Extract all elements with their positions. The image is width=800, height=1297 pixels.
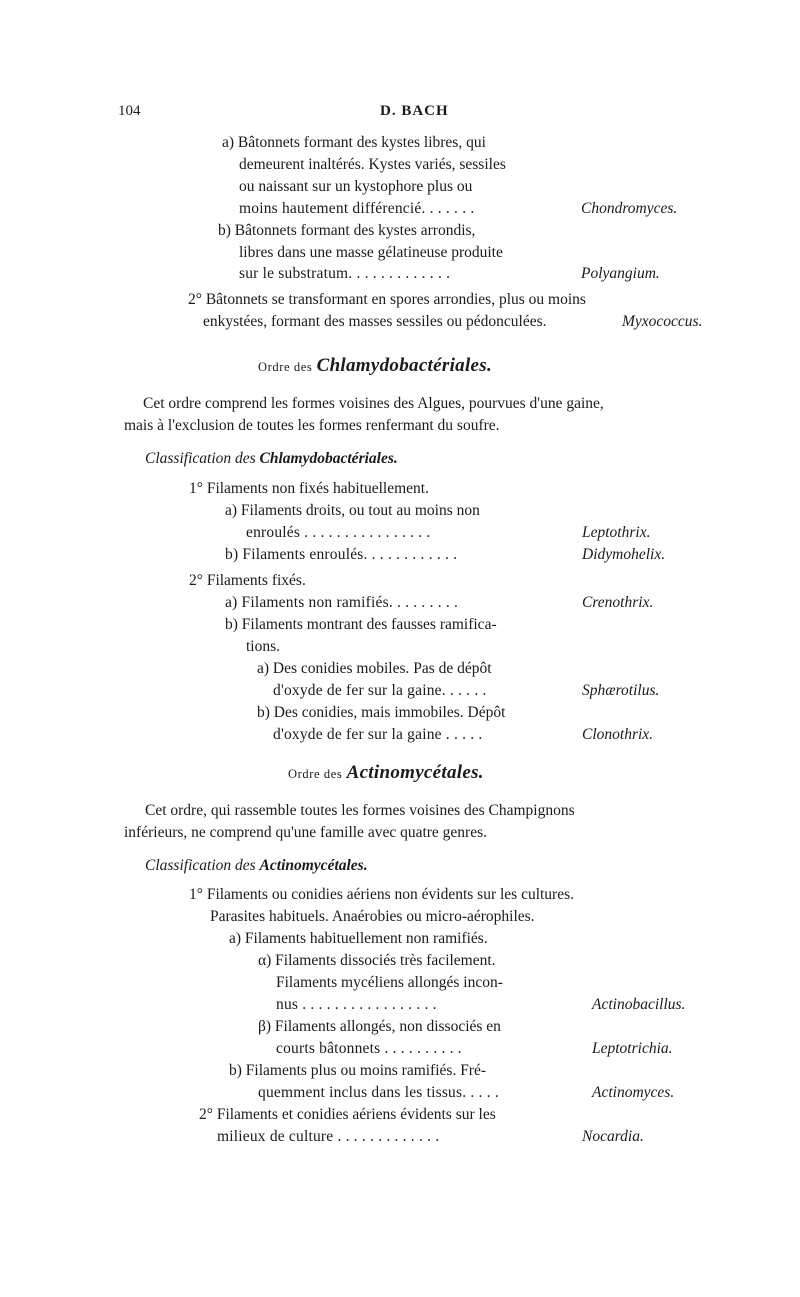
key-line: a) Filaments non ramifiés. . . . . . . . . [225,594,459,611]
classification-prefix: Classification des [145,450,256,467]
key-line: 2° Filaments et conidies aériens évidents sur les [199,1106,496,1123]
key-line: demeurent inaltérés. Kystes variés, sessiles [239,156,506,173]
key-line: ou naissant sur un kystophore plus ou [239,178,473,195]
genus-name: Leptotrichia. [592,1040,673,1057]
genus-name: Nocardia. [582,1128,644,1145]
section-heading-actinomycetales [288,760,484,787]
classification-order-name: Actinomycétales. [259,857,368,874]
key-line: moins hautement différencié. . . . . . . [239,200,475,217]
key-line: b) Filaments montrant des fausses ramifica- [225,616,497,633]
key-line: 1° Filaments ou conidies aériens non évidents sur les cultures. [189,886,575,903]
classification-prefix: Classification des [145,857,256,874]
genus-name: Actinomyces. [592,1084,675,1101]
genus-name: Actinobacillus. [592,996,686,1013]
key-line: b) Des conidies, mais immobiles. Dépôt [257,704,506,721]
genus-name: Myxococcus. [622,313,703,330]
key-line: enroulés . . . . . . . . . . . . . . . . [246,524,431,541]
genus-name: Sphærotilus. [582,682,660,699]
key-line: a) Bâtonnets formant des kystes libres, qui [222,134,486,151]
key-line: α) Filaments dissociés très facilement. [258,952,496,969]
key-line: b) Filaments enroulés. . . . . . . . . . . . [225,546,458,563]
key-line: a) Filaments droits, ou tout au moins non [225,502,480,519]
key-line: quemment inclus dans les tissus. . . . . [258,1084,499,1101]
classification-title [145,449,398,469]
genus-name: Crenothrix. [582,594,654,611]
heading-prefix: Ordre des [288,767,343,781]
page-number: 104 [118,103,141,119]
key-line: β) Filaments allongés, non dissociés en [258,1018,501,1035]
intro-line: Cet ordre comprend les formes voisines des Algues, pourvues d'une gaine, [143,395,604,412]
genus-name: Polyangium. [581,265,660,282]
key-line: tions. [246,638,281,655]
key-line: 2° Filaments fixés. [189,572,306,589]
key-line: milieux de culture . . . . . . . . . . . . . [217,1128,440,1145]
intro-line: Cet ordre, qui rassemble toutes les formes voisines des Champignons [145,802,575,819]
key-line: d'oxyde de fer sur la gaine . . . . . [273,726,483,743]
key-line: libres dans une masse gélatineuse produite [239,244,503,261]
heading-prefix: Ordre des [258,360,313,374]
key-line: a) Des conidies mobiles. Pas de dépôt [257,660,492,677]
key-line: Parasites habituels. Anaérobies ou micro-aérophiles. [210,908,535,925]
genus-name: Leptothrix. [582,524,651,541]
key-line: 1° Filaments non fixés habituellement. [189,480,429,497]
genus-name: Chondromyces. [581,200,678,217]
section-heading-chlamydobacteriales [258,353,492,380]
heading-order-name: Actinomycétales. [346,762,484,783]
key-line: d'oxyde de fer sur la gaine. . . . . . [273,682,487,699]
key-line: sur le substratum. . . . . . . . . . . . . [239,265,451,282]
classification-order-name: Chlamydobactériales. [259,450,398,467]
classification-title [145,856,368,876]
running-title: D. BACH [380,103,449,119]
key-line: courts bâtonnets . . . . . . . . . . [276,1040,462,1057]
key-line: nus . . . . . . . . . . . . . . . . . [276,996,437,1013]
genus-name: Clonothrix. [582,726,654,743]
key-line: Filaments mycéliens allongés incon- [276,974,503,991]
intro-line: mais à l'exclusion de toutes les formes renfermant du soufre. [124,417,500,434]
heading-order-name: Chlamydobactériales. [316,355,492,376]
genus-name: Didymohelix. [582,546,666,563]
key-line: b) Filaments plus ou moins ramifiés. Fré- [229,1062,487,1079]
key-line: b) Bâtonnets formant des kystes arrondis, [218,222,476,239]
key-line: 2° Bâtonnets se transformant en spores arrondies, plus ou moins [188,291,586,308]
key-line: enkystées, formant des masses sessiles ou pédonculées. [203,313,547,330]
intro-line: inférieurs, ne comprend qu'une famille avec quatre genres. [124,824,488,841]
key-line: a) Filaments habituellement non ramifiés. [229,930,488,947]
